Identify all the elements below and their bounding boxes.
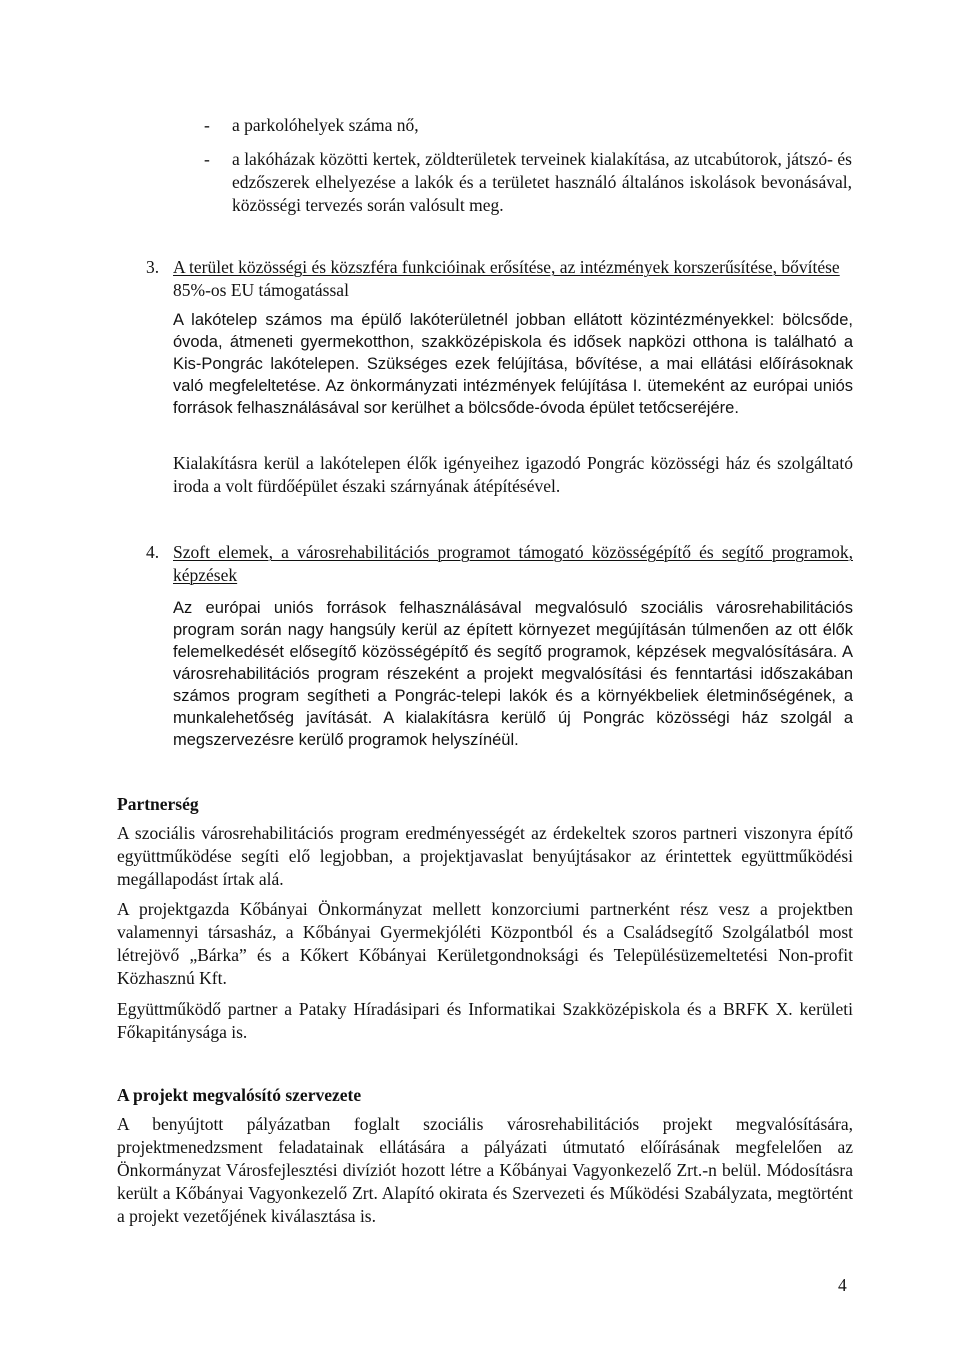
bullet-item-parking: a parkolóhelyek száma nő, [232, 115, 419, 135]
item-3-heading-underlined: A terület közösségi és közszféra funkcióinak erősítése, az intézmények korszerűsítése, bővítése [173, 257, 840, 277]
item-3-number: 3. [146, 257, 160, 277]
page-number: 4 [838, 1275, 847, 1295]
partnerseg-paragraph-2: A projektgazda Kőbányai Önkormányzat mellett konzorciumi partnerként rész vesz a projektben valamennyi társasház, a Kőbányai Gyermekjóléti Központból és a Családsegítő Szolgálatból most létrejövő „Bárka” és a Kőkert Kőbányai Kerületgondnoksági és Településüzemeltetési Non-profit Közhasznú Kft. [117, 899, 853, 988]
partnerseg-paragraph-1: A szociális városrehabilitációs program eredményességét az érdekeltek szoros partneri viszonyra építő együttműködése segíti elő legjobban, a projektjavaslat benyújtásakor az érintettek együttműködési megállapodást írtak alá. [117, 823, 853, 889]
item-3-heading [173, 256, 853, 302]
szervezet-paragraph-1: A benyújtott pályázatban foglalt szociális városrehabilitációs projekt megvalósítására, projektmenedzsment feladatainak ellátására a pályázati útmutató előírásának megfelelően az Önkormányzat Városfejlesztési divíziót hozott létre a Kőbányai Vagyonkezelő Zrt.-n belül. Módosításra került a Kőbányai Vagyonkezelő Zrt. Alapító okirata és Szervezeti és Működési Szabályzata, megtörtént a projekt vezetőjének kiválasztása is. [117, 1114, 853, 1226]
bullet-item-gardens: a lakóházak közötti kertek, zöldterületek terveinek kialakítása, az utcabútorok, játszó- és edzőszerek elhelyezése a lakók és a területet használó általános iskolások bevonásával, közösségi tervezés során valósult meg. [232, 149, 852, 215]
item-3-heading-rest: 85%-os EU támogatással [173, 280, 349, 300]
szervezet-heading: A projekt megvalósító szervezete [117, 1085, 362, 1105]
item-4-number: 4. [146, 542, 160, 562]
bullet-marker: - [204, 149, 210, 169]
item-4-paragraph-1: Az európai uniós források felhasználásával megvalósuló szociális városrehabilitációs program során nagy hangsúly kerül az épített környezet megújításán túlmenően az ott élők felemelkedését elősegítő közösségépítő és segítő programok, képzések megvalósítására. A városrehabilitációs program részeként a projekt megvalósítási és fenntartási időszakában számos program segítheti a Pongrác-telepi lakók és a környékbeliek életminőségének, a munkalehetőség javítását. A kialakításra kerülő új Pongrác közösségi ház szolgál a megszervezésre kerülő programok helyszínéül. [173, 599, 853, 749]
partnerseg-heading: Partnerség [117, 794, 199, 814]
item-3-paragraph-1: A lakótelep számos ma épülő lakóterületnél jobban ellátott közintézményekkel: bölcsőde, óvoda, átmeneti gyermekotthon, szakközépiskola és idősek napközi otthona is található a Kis-Pongrác lakótelepen. Szükséges ezek felújítása, bővítése, a mai ellátási előírásoknak való megfeleltetése. Az önkormányzati intézmények felújítása I. ütemeként az európai uniós források felhasználásával sor kerülhet a bölcsőde-óvoda épület tetőcseréjére. [173, 311, 853, 417]
bullet-marker: - [204, 115, 210, 135]
item-3-paragraph-2: Kialakításra kerül a lakótelepen élők igényeihez igazodó Pongrác közösségi ház és szolgáltató iroda a volt fürdőépület északi szárnyának átépítésével. [173, 453, 853, 496]
partnerseg-paragraph-3: Együttműködő partner a Pataky Híradásipari és Informatikai Szakközépiskola és a BRFK X. kerületi Főkapitánysága is. [117, 999, 853, 1042]
item-4-heading: Szoft elemek, a városrehabilitációs programot támogató közösségépítő és segítő programok, képzések [173, 542, 853, 585]
